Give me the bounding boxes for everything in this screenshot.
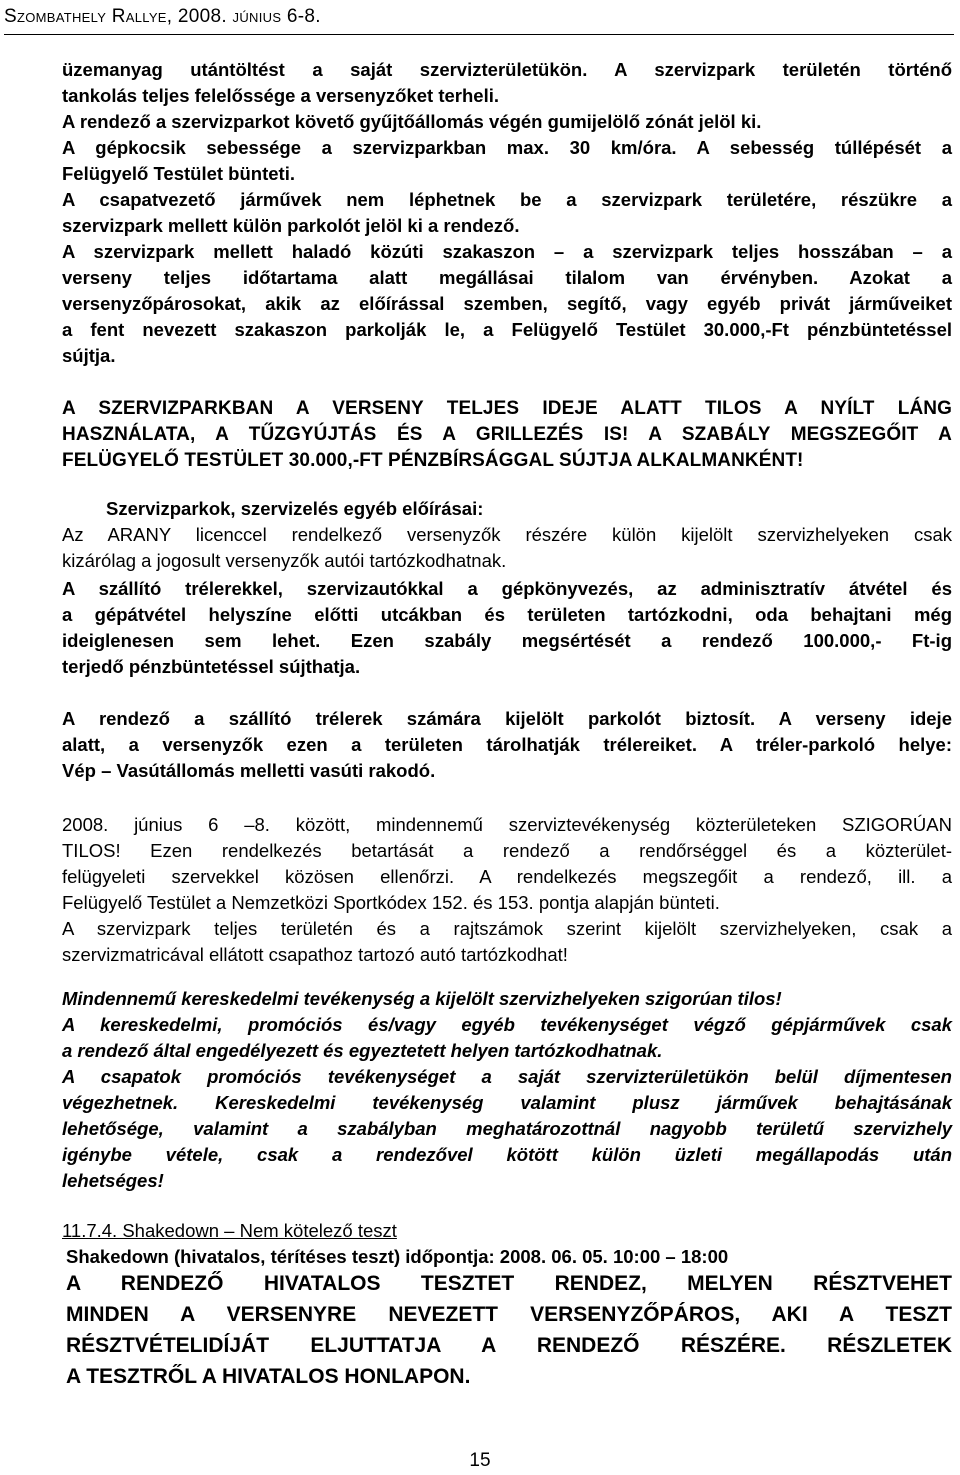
p4-line: a gépátvétel helyszíne előtti utcákban és területen tartózkodni, oda behajtani még (62, 604, 952, 625)
p6-line: A szervizpark teljes területén és a rajtszámok szerint kijelölt szervizhelyeken, csak a (62, 918, 952, 939)
header-title: Szombathely Rallye, 2008. június 6-8. (4, 6, 321, 27)
p1-line: a fent nevezett szakaszon parkolják le, a Felügyelő Testület 30.000,-Ft pénzbüntetéssel (62, 319, 952, 340)
page-number: 15 (469, 1450, 491, 1471)
p4-line: terjedő pénzbüntetéssel sújthatja. (62, 656, 361, 677)
paragraph-trailer-restrictions (62, 576, 952, 680)
shakedown-time: Shakedown (hivatalos, térítéses teszt) időpontja: 2008. 06. 05. 10:00 – 18:00 (66, 1246, 729, 1267)
section-heading-shakedown: 11.7.4. Shakedown – Nem kötelező teszt (62, 1220, 397, 1241)
p2-line: A SZERVIZPARKBAN A VERSENY TELJES IDEJE ALATT TILOS A NYÍLT LÁNG (62, 398, 952, 419)
p5-line: alatt, a versenyzők ezen a területen tárolhatják trélereiket. A tréler-parkoló helye: (62, 734, 952, 755)
p6-line: Felügyelő Testület a Nemzetközi Sportkódex 152. és 153. pontja alapján bünteti. (62, 892, 720, 913)
p1-line: üzemanyag utántöltést a saját szervizterületükön. A szervizpark területén történő (62, 59, 952, 80)
p7-line: végezhetnek. Kereskedelmi tevékenység valamint plusz járművek behajtásának (62, 1092, 952, 1113)
paragraph-trailer-parking (62, 706, 952, 784)
p1-line: versenyzőpárosokat, akik az előírással szemben, segítő, vagy egyéb privát járműveiket (62, 293, 952, 314)
p4-line: ideiglenesen sem lehet. Ezen szabály megsértését a rendező 100.000,- Ft-ig (62, 630, 952, 651)
p1-line: verseny teljes időtartama alatt megállásai tilalom van érvényben. Azokat a (62, 267, 952, 288)
p1-line: A csapatvezető járművek nem léphetnek be a szervizpark területére, részükre a (62, 189, 952, 210)
paragraph-public-service-ban (62, 812, 952, 968)
p6-line: 2008. június 6 –8. között, mindennemű szerviztevékenység közterületeken SZIGORÚAN (62, 814, 952, 835)
p1-line: szervizpark mellett külön parkolót jelöl ki a rendező. (62, 215, 520, 236)
section-shakedown (62, 1218, 952, 1270)
p5-line: Vép – Vasútállomás melletti vasúti rakodó. (62, 760, 436, 781)
p5-line: A rendező a szállító trélerek számára kijelölt parkolót biztosít. A verseny ideje (62, 708, 952, 729)
p7-line: lehetséges! (62, 1170, 164, 1191)
p1-line: sújtja. (62, 345, 116, 366)
p3-line: kizárólag a jogosult versenyzők autói tartózkodhatnak. (62, 550, 507, 571)
p6-line: felügyeleti szervekkel közösen ellenőrzi. A rendelkezés megszegőit a rendező, ill. a (62, 866, 952, 887)
page-header (4, 6, 954, 35)
p7-line: a rendező által engedélyezett és egyeztetett helyen tartózkodhatnak. (62, 1040, 663, 1061)
p8-line: RÉSZTVÉTELIDÍJÁT ELJUTTATJA A RENDEZŐ RÉSZÉRE. RÉSZLETEK (66, 1334, 952, 1357)
p6-line: szervizmatricával ellátott csapathoz tartozó autó tartózkodhat! (62, 944, 568, 965)
p6-line: TILOS! Ezen rendelkezés betartását a rendező a rendőrséggel és a közterület- (62, 840, 952, 861)
p8-line: A TESZTRŐL A HIVATALOS HONLAPON. (66, 1365, 471, 1388)
p4-line: A szállító trélerekkel, szervizautókkal a gépkönyvezés, az adminisztratív átvétel és (62, 578, 952, 599)
p1-line: A rendező a szervizparkot követő gyűjtőállomás végén gumijelölő zónát jelöl ki. (62, 111, 762, 132)
paragraph-shakedown-notice (66, 1268, 952, 1392)
paragraph-fuel-and-speed (62, 57, 952, 369)
p7-line: igénybe vétele, csak a rendezővel kötött külön üzleti megállapodás után (62, 1144, 952, 1165)
p1-line: A szervizpark mellett haladó közúti szakaszon – a szervizpark teljes hosszában – a (62, 241, 952, 262)
paragraph-service-rules (62, 496, 952, 574)
p1-line: tankolás teljes felelőssége a versenyzőket terheli. (62, 85, 500, 106)
p7-line: Mindennemű kereskedelmi tevékenység a kijelölt szervizhelyeken szigorúan tilos! (62, 988, 782, 1009)
p7-line: A kereskedelmi, promóciós és/vagy egyéb tevékenységet végző gépjárművek csak (62, 1014, 952, 1035)
p3-line: Az ARANY licenccel rendelkező versenyzők részére külön kijelölt szervizhelyeken csak (62, 524, 952, 545)
paragraph-open-flame-ban (62, 396, 952, 474)
paragraph-commercial-activity (62, 986, 952, 1194)
p2-line: HASZNÁLATA, A TŰZGYÚJTÁS ÉS A GRILLEZÉS IS! A SZABÁLY MEGSZEGŐIT A (62, 424, 952, 445)
section-heading-service-rules: Szervizparkok, szervizelés egyéb előírásai: (106, 498, 484, 519)
p7-line: lehetősége, valamint a szabályban meghatározottnál nagyobb területű szervizhely (62, 1118, 952, 1139)
p2-line: FELÜGYELŐ TESTÜLET 30.000,-FT PÉNZBÍRSÁGGAL SÚJTJA ALKALMANKÉNT! (62, 450, 804, 471)
p1-line: Felügyelő Testület bünteti. (62, 163, 295, 184)
p1-line: A gépkocsik sebessége a szervizparkban max. 30 km/óra. A sebesség túllépését a (62, 137, 952, 158)
p8-line: MINDEN A VERSENYRE NEVEZETT VERSENYZŐPÁROS, AKI A TESZT (66, 1303, 952, 1326)
p7-line: A csapatok promóciós tevékenységet a saját szervizterületükön belül díjmentesen (62, 1066, 952, 1087)
p8-line: A RENDEZŐ HIVATALOS TESZTET RENDEZ, MELYEN RÉSZTVEHET (66, 1272, 952, 1295)
service-rules-text (62, 522, 952, 574)
